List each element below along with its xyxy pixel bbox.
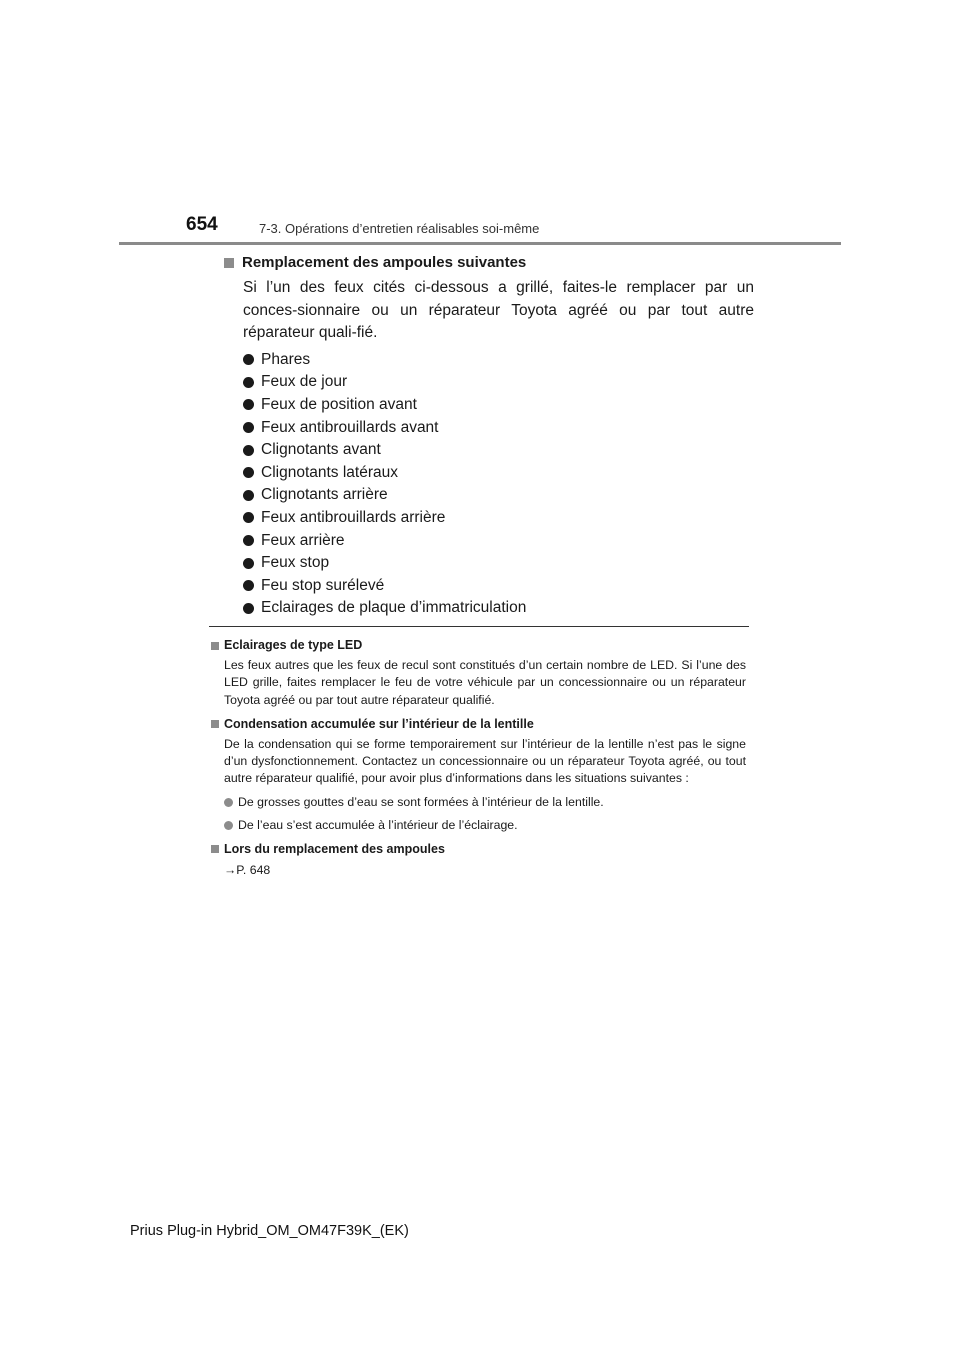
- bullet-dot-icon: [243, 580, 254, 591]
- section-heading-text: Remplacement des ampoules suivantes: [242, 254, 527, 271]
- square-bullet-icon: [211, 720, 219, 728]
- bullet-dot-icon: [243, 490, 254, 501]
- list-item: Clignotants avant: [243, 439, 754, 462]
- page-reference-link[interactable]: →P. 648: [224, 862, 271, 877]
- list-item: Clignotants arrière: [243, 484, 754, 507]
- note-title-replacement: Lors du remplacement des ampoules: [211, 841, 746, 858]
- intro-paragraph: Si l’un des feux cités ci-dessous a grillé, faites-le remplacer par un conces-sionnaire ou un réparateur Toyota agréé ou par tout autre réparateur quali-fié.: [243, 279, 754, 341]
- section-title: 7-3. Opérations d’entretien réalisables soi-même: [259, 221, 540, 236]
- bullet-dot-icon: [243, 422, 254, 433]
- bullet-dot-icon: [243, 354, 254, 365]
- square-bullet-icon: [211, 845, 219, 853]
- notes-section: [211, 637, 746, 877]
- section-heading: [224, 254, 754, 271]
- main-section: [224, 254, 754, 620]
- bullet-dot-icon: [243, 603, 254, 614]
- list-item: Feux de jour: [243, 371, 754, 394]
- list-item: Feux antibrouillards arrière: [243, 507, 754, 530]
- document-footer: Prius Plug-in Hybrid_OM_OM47F39K_(EK): [130, 1223, 409, 1239]
- list-item: Feux arrière: [243, 529, 754, 552]
- page-number: 654: [186, 214, 218, 235]
- bullet-dot-icon: [243, 558, 254, 569]
- list-item: Feux stop: [243, 552, 754, 575]
- list-item: Phares: [243, 349, 754, 372]
- list-item: Feux de position avant: [243, 394, 754, 417]
- bullet-dot-icon: [243, 445, 254, 456]
- bullet-dot-icon: [243, 535, 254, 546]
- note-bullet-item: De l’eau s’est accumulée à l’intérieur de l’éclairage.: [224, 817, 746, 834]
- list-item: Clignotants latéraux: [243, 461, 754, 484]
- square-bullet-icon: [211, 642, 219, 650]
- note-body-led: Les feux autres que les feux de recul sont constitués d’un certain nombre de LED. Si l’une des LED grille, faites remplacer le feu de votre véhicule par un concessionnaire ou un réparateur Toyota agréé ou par tout autre réparateur qualifié.: [224, 658, 746, 707]
- bullet-dot-icon: [224, 798, 233, 807]
- list-item: Feux antibrouillards avant: [243, 416, 754, 439]
- note-title-condensation: Condensation accumulée sur l’intérieur de la lentille: [211, 716, 746, 733]
- bullet-dot-icon: [243, 399, 254, 410]
- list-item: Feu stop surélevé: [243, 574, 754, 597]
- header-divider: [119, 242, 841, 245]
- bullet-dot-icon: [243, 512, 254, 523]
- note-title-led: Eclairages de type LED: [211, 637, 746, 654]
- note-body-condensation: De la condensation qui se forme temporairement sur l’intérieur de la lentille n’est pas le signe d’un dysfonctionnement. Contactez un concessionnaire ou un réparateur Toyota agréé, ou tout autre réparateur qualifié, pour avoir plus d’informations dans les situations suivantes :: [224, 736, 746, 786]
- notes-divider: [209, 626, 749, 627]
- bullet-dot-icon: [243, 467, 254, 478]
- bullet-dot-icon: [243, 377, 254, 388]
- square-bullet-icon: [224, 258, 234, 268]
- bulb-list: [243, 349, 754, 620]
- bullet-dot-icon: [224, 821, 233, 830]
- list-item: Eclairages de plaque d’immatriculation: [243, 597, 754, 620]
- note-bullet-item: De grosses gouttes d’eau se sont formées à l’intérieur de la lentille.: [224, 794, 746, 811]
